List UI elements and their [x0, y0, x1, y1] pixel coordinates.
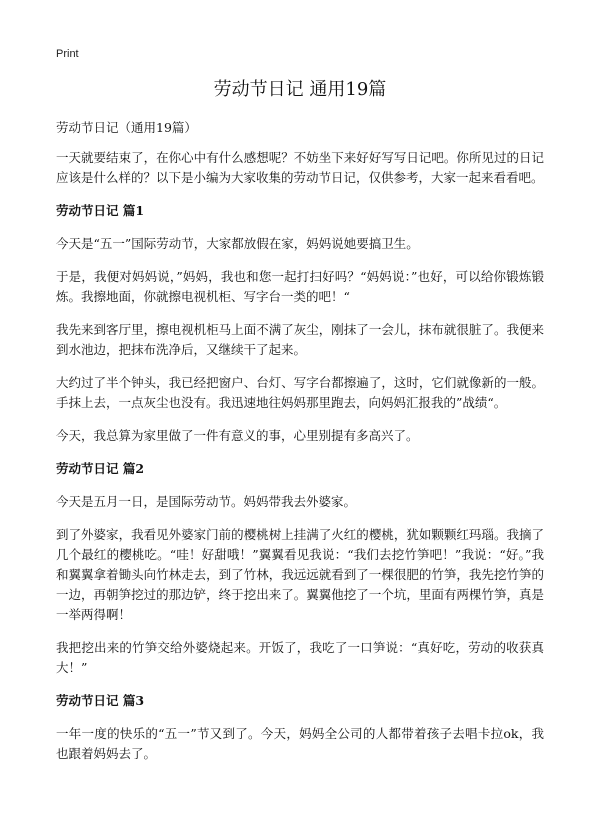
paragraph: 一年一度的快乐的“五一”节又到了。今天，妈妈全公司的人都带着孩子去唱卡拉ok，我也跟着妈妈去了。 [56, 726, 544, 761]
section-heading: 劳动节日记 篇3 [56, 693, 145, 708]
paragraph: 我把挖出来的竹笋交给外婆烧起来。开饭了，我吃了一口笋说：“真好吃，劳动的收获真大！” [56, 640, 544, 675]
paragraph: 今天是五月一日，是国际劳动节。妈妈带我去外婆家。 [56, 494, 357, 509]
paragraph: 今天，我总算为家里做了一件有意义的事，心里别提有多高兴了。 [56, 428, 419, 443]
paragraph: 今天是“五一”国际劳动节，大家都放假在家，妈妈说她要搞卫生。 [56, 236, 419, 251]
paragraph: 到了外婆家，我看见外婆家门前的樱桃树上挂满了火红的樱桃，犹如颗颗红玛瑙。我摘了几个最红的樱桃吃。“哇！好甜哦！”翼翼看见我说：“我们去挖竹笋吧！”我说：“好。”我和翼翼拿着锄头向竹林走去，到了竹林，我远远就看到了一棵很肥的竹笋，我先挖竹笋的一边，再朝笋挖过的那边铲，终于挖出来了。翼翼他挖了一个坑，里面有两棵竹笋，真是一举两得啊！ [56, 527, 544, 622]
intro-paragraph: 一天就要结束了，在你心中有什么感想呢？不妨坐下来好好写写日记吧。你所见过的日记应该是什么样的？以下是小编为大家收集的劳动节日记，仅供参考，大家一起来看看吧。 [56, 150, 544, 185]
paragraph: 于是，我便对妈妈说，”妈妈，我也和您一起打扫好吗？“妈妈说：”也好，可以给你锻炼锻炼。我擦地面，你就擦电视机柜、写字台一类的吧！“ [56, 269, 544, 304]
section-heading: 劳动节日记 篇1 [56, 203, 145, 218]
paragraph: 大约过了半个钟头，我已经把窗户、台灯、写字台都擦遍了，这时，它们就像新的一般。手抹上去，一点灰尘也没有。我迅速地往妈妈那里跑去，向妈妈汇报我的”战绩“。 [56, 375, 544, 410]
section-heading: 劳动节日记 篇2 [56, 461, 145, 476]
document-body [56, 148, 544, 777]
paragraph: 我先来到客厅里，擦电视机柜马上面不满了灰尘，刚抹了一会儿，抹布就很脏了。我便来到水池边，把抹布洗净后，又继续干了起来。 [56, 322, 544, 357]
document-title: 劳动节日记 通用19篇 [213, 79, 387, 100]
document-subtitle: 劳动节日记（通用19篇） [56, 120, 197, 135]
print-link[interactable]: Print [56, 48, 79, 60]
